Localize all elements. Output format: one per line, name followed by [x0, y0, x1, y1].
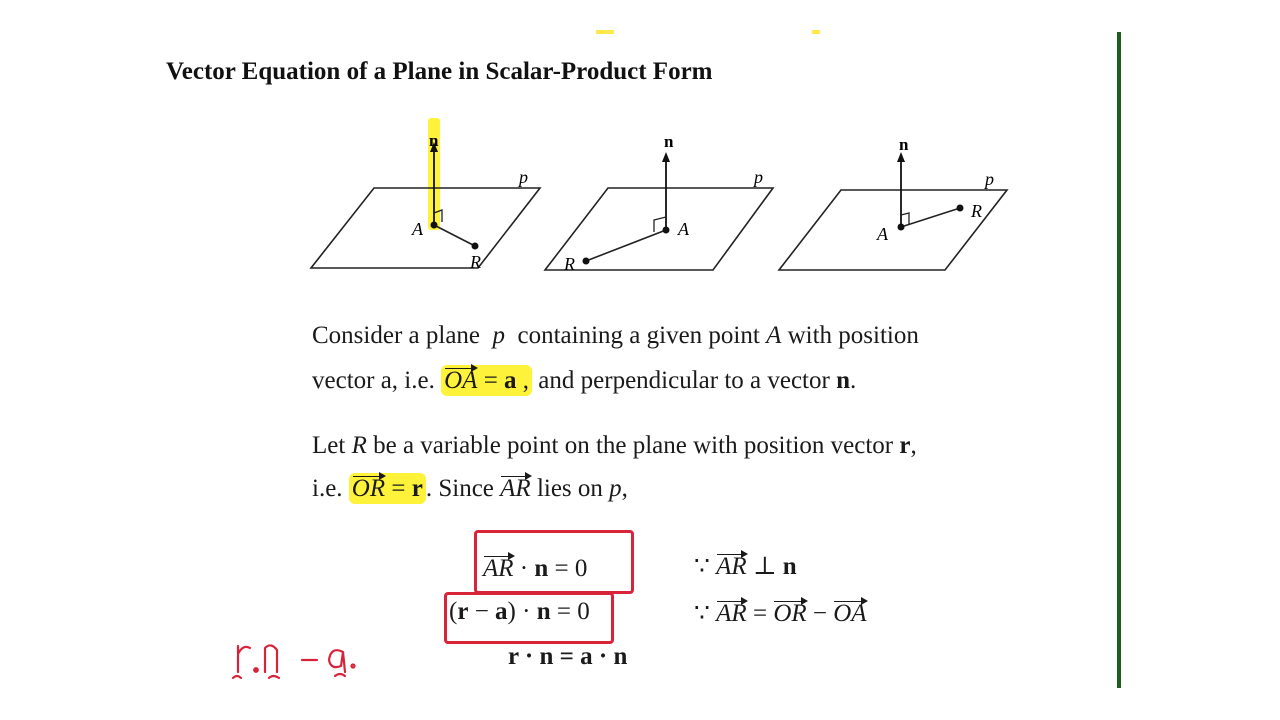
- right-angle-mark: [901, 213, 909, 224]
- diagram-3: [779, 135, 1007, 270]
- text: . Since: [425, 475, 501, 502]
- text: = 0: [550, 598, 590, 625]
- point-symbol: A: [766, 322, 782, 349]
- segment-ar: [586, 230, 666, 261]
- paragraph-2-line-2: [312, 475, 628, 503]
- text: ) ·: [507, 598, 537, 625]
- text: −: [468, 598, 496, 625]
- vector-r: r: [457, 598, 469, 625]
- text: ,: [910, 432, 917, 459]
- point-a: [663, 227, 670, 234]
- vector-or: OR: [773, 600, 807, 627]
- page-title: Vector Equation of a Plane in Scalar-Product Form: [166, 58, 713, 85]
- plane-label: p: [985, 169, 994, 189]
- point-a-label: A: [877, 224, 888, 244]
- perpendicular-symbol: ⊥: [746, 553, 783, 580]
- equation-2: [449, 598, 590, 626]
- vector-ar: AR: [483, 555, 514, 582]
- equation-3: r · n = a · n: [508, 643, 628, 670]
- text: containing a given point: [517, 322, 760, 349]
- text: and perpendicular to a vector: [532, 367, 837, 394]
- handwritten-note: [225, 636, 365, 686]
- text: .: [849, 367, 857, 394]
- highlighted-expression: [441, 365, 532, 396]
- text: vector a, i.e.: [312, 367, 435, 394]
- vector-oa: OA: [444, 367, 478, 394]
- plane-diagrams: [0, 0, 1280, 300]
- arrow-head: [662, 152, 670, 162]
- text: ·: [513, 555, 535, 582]
- plane-label: p: [754, 167, 763, 187]
- vector-or: OR: [351, 475, 386, 502]
- paragraph-2-line-1: [312, 432, 917, 460]
- point-r-label: R: [470, 252, 481, 272]
- equation-1: [483, 555, 587, 583]
- vector-ar: AR: [716, 553, 747, 580]
- normal-label: n: [664, 132, 674, 151]
- normal-label: n: [429, 131, 439, 150]
- diagram-2: [545, 132, 773, 274]
- text: Let: [312, 432, 352, 459]
- point-r: [957, 205, 964, 212]
- vector-n: n: [782, 553, 797, 580]
- vector-n: n: [836, 367, 850, 394]
- highlighted-expression: [349, 473, 426, 504]
- reason-1: [694, 551, 797, 581]
- text: Consider a plane: [312, 322, 481, 349]
- because-symbol: ∵: [694, 600, 717, 627]
- text: =: [746, 600, 774, 627]
- normal-label: n: [899, 135, 909, 154]
- vector-oa: OA: [833, 600, 867, 627]
- segment-ar: [434, 225, 475, 246]
- point-a-label: A: [678, 219, 689, 239]
- point-a: [431, 222, 438, 229]
- point-r-label: R: [564, 254, 575, 274]
- because-symbol: ∵: [694, 553, 717, 580]
- point-a: [898, 224, 905, 231]
- plane-symbol: p: [609, 475, 622, 502]
- vector-n: n: [536, 598, 551, 625]
- text: be a variable point on the plane with position vector: [366, 432, 900, 459]
- text: ,: [516, 367, 530, 394]
- vector-r: r: [899, 432, 911, 459]
- text: =: [385, 475, 412, 502]
- diagram-1: [311, 131, 540, 272]
- text: =: [477, 367, 505, 394]
- reason-2: [694, 598, 867, 628]
- plane-label: p: [519, 167, 528, 187]
- text: = 0: [548, 555, 588, 582]
- paragraph-1-line-2: [312, 367, 856, 395]
- text: i.e.: [312, 475, 349, 502]
- text: lies on: [530, 475, 610, 502]
- point-a-label: A: [412, 219, 423, 239]
- plane-p: [311, 188, 540, 268]
- vector-a: a: [504, 367, 517, 394]
- vector-n: n: [534, 555, 549, 582]
- point-symbol: R: [351, 432, 367, 459]
- point-r-label: R: [971, 201, 982, 221]
- point-r: [472, 243, 479, 250]
- paragraph-1-line-1: [312, 322, 919, 350]
- vector-r: r: [411, 475, 423, 502]
- vector-ar: AR: [500, 475, 531, 502]
- vector-a: a: [495, 598, 508, 625]
- text: (: [449, 598, 458, 625]
- segment-ar: [901, 208, 960, 227]
- text: ,: [621, 475, 628, 502]
- vector-ar: AR: [716, 600, 747, 627]
- point-r: [583, 258, 590, 265]
- text: with position: [787, 322, 919, 349]
- text: −: [806, 600, 834, 627]
- plane-symbol: p: [492, 322, 506, 349]
- plane-p: [545, 188, 773, 270]
